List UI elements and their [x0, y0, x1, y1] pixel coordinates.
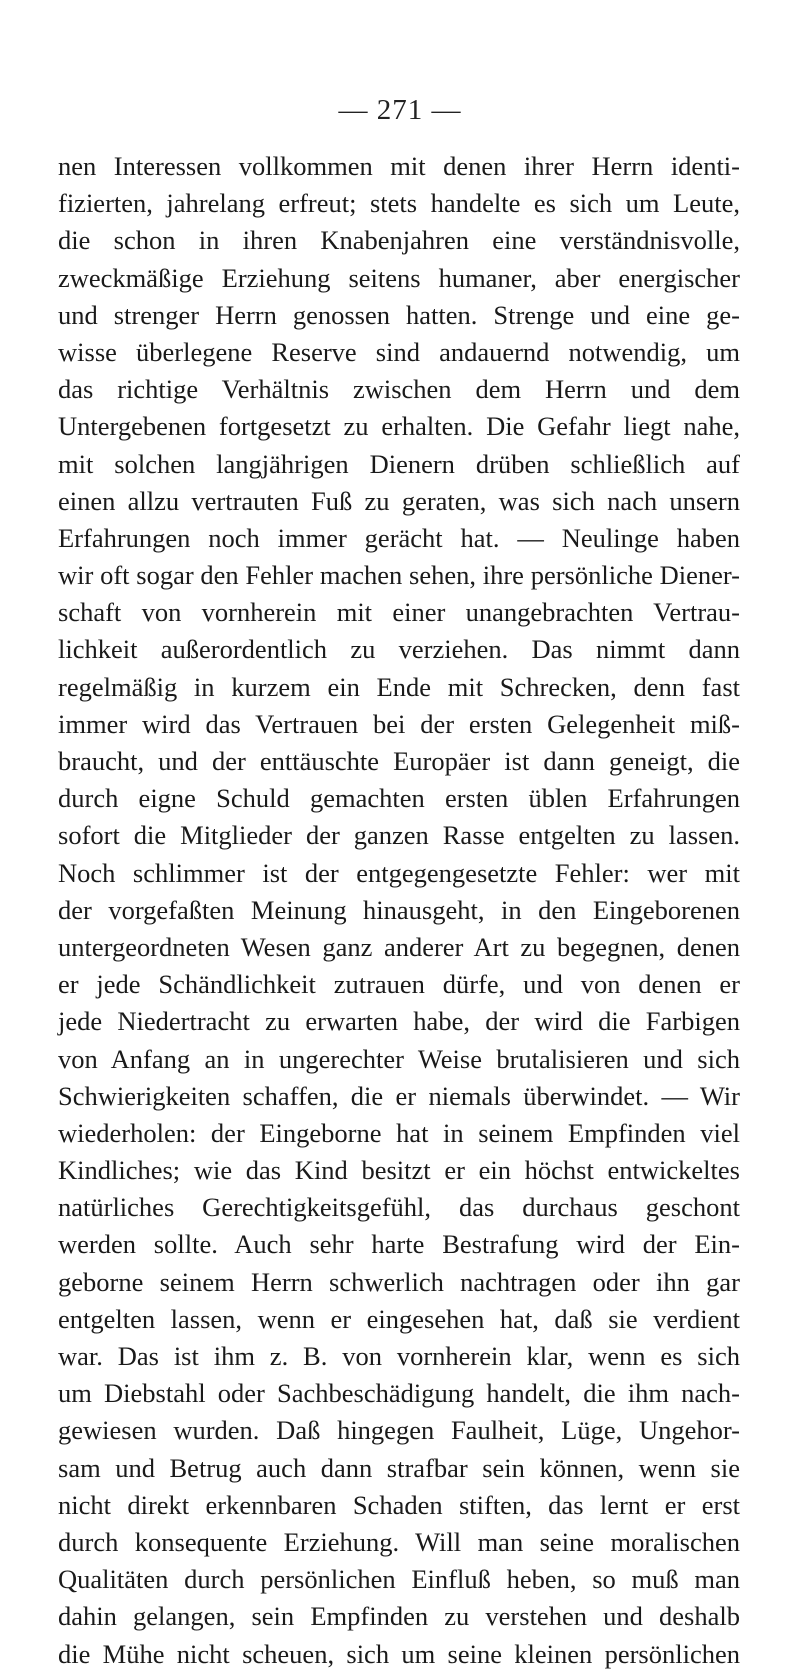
text-line: wir oft sogar den Fehler machen sehen, ihre persönliche Diener- — [58, 560, 740, 591]
text-line: Qualitäten durch persönlichen Einfluß heben, so muß man — [58, 1564, 740, 1595]
text-line: die Mühe nicht scheuen, sich um seine kleinen persönlichen — [58, 1638, 740, 1669]
text-line: Schwierigkeiten schaffen, die er niemals überwindet. — Wir — [58, 1080, 740, 1111]
text-line: gewiesen wurden. Daß hingegen Faulheit, Lüge, Ungehor- — [58, 1415, 740, 1446]
text-line: und strenger Herrn genossen hatten. Strenge und eine ge- — [58, 299, 740, 330]
text-line: lichkeit außerordentlich zu verziehen. Das nimmt dann — [58, 634, 740, 665]
text-line: Kindliches; wie das Kind besitzt er ein höchst entwickeltes — [58, 1155, 740, 1186]
text-line: jede Niedertracht zu erwarten habe, der wird die Farbigen — [58, 1006, 740, 1037]
text-line: untergeordneten Wesen ganz anderer Art zu begegnen, denen — [58, 931, 740, 962]
text-line: nicht direkt erkennbaren Schaden stiften, das lernt er erst — [58, 1489, 740, 1520]
text-line: der vorgefaßten Meinung hinausgeht, in den Eingeborenen — [58, 894, 740, 925]
text-line: um Diebstahl oder Sachbeschädigung handelt, die ihm nach- — [58, 1378, 740, 1409]
text-line: durch konsequente Erziehung. Will man seine moralischen — [58, 1526, 740, 1557]
text-line: durch eigne Schuld gemachten ersten üblen Erfahrungen — [58, 783, 740, 814]
page-number: — 271 — — [338, 94, 462, 126]
text-line: Untergebenen fortgesetzt zu erhalten. Die Gefahr liegt nahe, — [58, 411, 740, 442]
text-line: regelmäßig in kurzem ein Ende mit Schrecken, denn fast — [58, 671, 740, 702]
text-line: sofort die Mitglieder der ganzen Rasse entgelten zu lassen. — [58, 820, 740, 851]
text-line: fizierten, jahrelang erfreut; stets handelte es sich um Leute, — [58, 188, 740, 219]
text-line: Erfahrungen noch immer gerächt hat. — Neulinge haben — [58, 522, 740, 553]
body-text — [58, 148, 740, 1673]
text-line: braucht, und der enttäuschte Europäer ist dann geneigt, die — [58, 746, 740, 776]
text-line: von Anfang an in ungerechter Weise brutalisieren und sich — [58, 1043, 740, 1074]
text-line: einen allzu vertrauten Fuß zu geraten, was sich nach unsern — [58, 485, 740, 516]
text-line: war. Das ist ihm z. B. von vornherein klar, wenn es sich — [58, 1341, 740, 1371]
text-line: mit solchen langjährigen Dienern drüben schließlich auf — [58, 448, 740, 479]
text-line: die schon in ihren Knabenjahren eine verständnisvolle, — [58, 225, 740, 256]
text-line: schaft von vornherein mit einer unangebrachten Vertrau- — [58, 597, 740, 628]
text-line: immer wird das Vertrauen bei der ersten Gelegenheit miß- — [58, 708, 740, 739]
text-line: zweckmäßige Erziehung seitens humaner, aber energischer — [58, 262, 740, 293]
text-line: das richtige Verhältnis zwischen dem Herrn und dem — [58, 374, 740, 405]
text-line: Noch schlimmer ist der entgegengesetzte Fehler: wer mit — [58, 857, 740, 888]
text-line: werden sollte. Auch sehr harte Bestrafung wird der Ein- — [58, 1229, 740, 1260]
text-line: entgelten lassen, wenn er eingesehen hat, daß sie verdient — [58, 1303, 740, 1334]
text-line: wiederholen: der Eingeborne hat in seinem Empfinden viel — [58, 1117, 740, 1148]
text-line: sam und Betrug auch dann strafbar sein können, wenn sie — [58, 1452, 740, 1483]
text-line: er jede Schändlichkeit zutrauen dürfe, und von denen er — [58, 969, 740, 1000]
text-line: wisse überlegene Reserve sind andauernd notwendig, um — [58, 336, 740, 367]
text-line: dahin gelangen, sein Empfinden zu verstehen und deshalb — [58, 1601, 740, 1632]
text-line: nen Interessen vollkommen mit denen ihrer Herrn identi- — [58, 151, 740, 181]
text-line: geborne seinem Herrn schwerlich nachtragen oder ihn gar — [58, 1266, 740, 1297]
text-line: natürliches Gerechtigkeitsgefühl, das durchaus geschont — [58, 1192, 740, 1223]
